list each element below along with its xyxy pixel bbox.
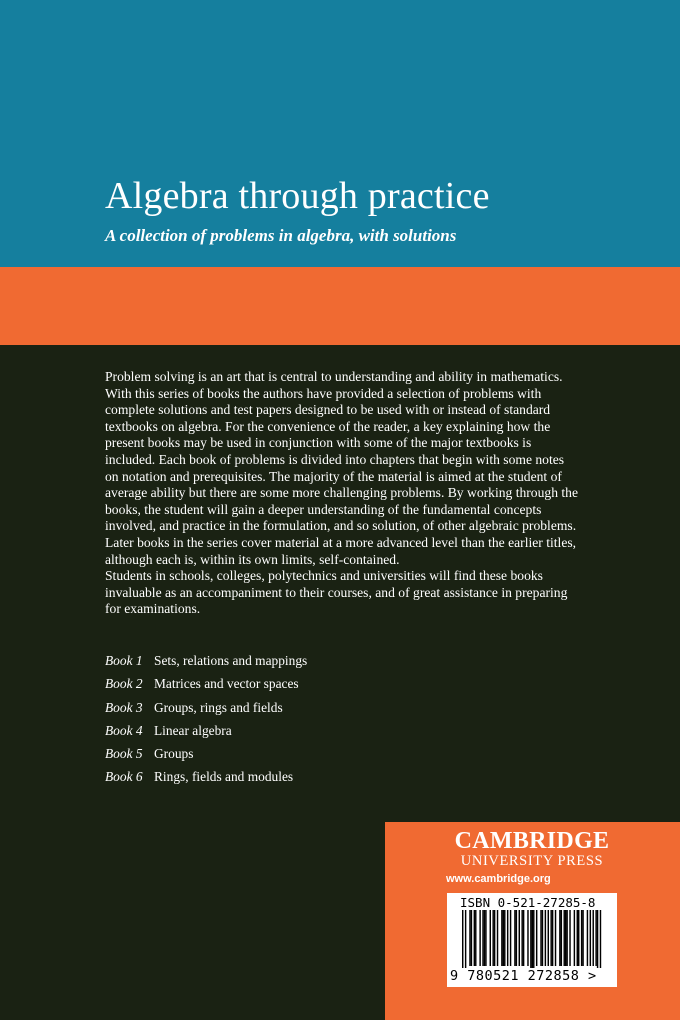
publisher-url: www.cambridge.org (446, 873, 551, 885)
book-list-item (105, 652, 505, 675)
publisher-logo-subname: UNIVERSITY PRESS (460, 853, 604, 869)
isbn-text: ISBN 0-521-27285-8 (460, 895, 596, 910)
barcode-image (447, 910, 617, 968)
book-title-entry: Linear algebra (154, 722, 232, 738)
book-title-entry: Groups (154, 746, 194, 762)
book-number: Book 4 (105, 722, 143, 738)
book-title-entry: Rings, fields and modules (154, 769, 294, 785)
book-list-item (105, 745, 505, 768)
book-number: Book 5 (105, 746, 143, 762)
blurb-paragraph-2: Students in schools, colleges, polytechnics and universities will find these books invaluable as an accompaniment to their courses, and of great assistance in preparing for examinations. (105, 568, 568, 617)
book-title-entry: Matrices and vector spaces (154, 676, 299, 692)
publisher-logo-name: CAMBRIDGE (454, 828, 610, 854)
book-list (105, 652, 505, 792)
book-number: Book 6 (105, 769, 143, 785)
blurb-text (105, 369, 580, 618)
book-title-entry: Groups, rings and fields (154, 699, 283, 715)
book-list-item (105, 722, 505, 745)
book-number: Book 3 (105, 699, 143, 715)
book-title: Algebra through practice (105, 175, 490, 217)
book-list-item (105, 675, 505, 698)
ean-text: 9 780521 272858 > (450, 968, 597, 984)
book-list-item (105, 768, 505, 791)
book-number: Book 2 (105, 676, 143, 692)
blurb-paragraph-1: Problem solving is an art that is central to understanding and ability in mathematics. With this series of books the authors have provided a selection of problems with complete solutions and test papers designed to be used with or instead of standard textbooks on algebra. For the convenience of the reader, a key explaining how the present books may be used in conjunction with some of the major textbooks is included. Each book of problems is divided into chapters that begin with some notes on notation and prerequisites. The majority of the material is aimed at the student of average ability but there are some more challenging problems. By working through the books, the student will gain a deeper understanding of the fundamental concepts involved, and practice in the formulation, and so solution, of other algebraic problems. Later books in the series cover material at a more advanced level than the earlier titles, although each is, within its own limits, self-contained. (105, 369, 579, 567)
book-list-item (105, 699, 505, 722)
accent-band (0, 267, 680, 345)
book-number: Book 1 (105, 653, 143, 668)
book-subtitle: A collection of problems in algebra, with solutions (105, 226, 457, 245)
book-title-entry: Sets, relations and mappings (154, 653, 308, 668)
